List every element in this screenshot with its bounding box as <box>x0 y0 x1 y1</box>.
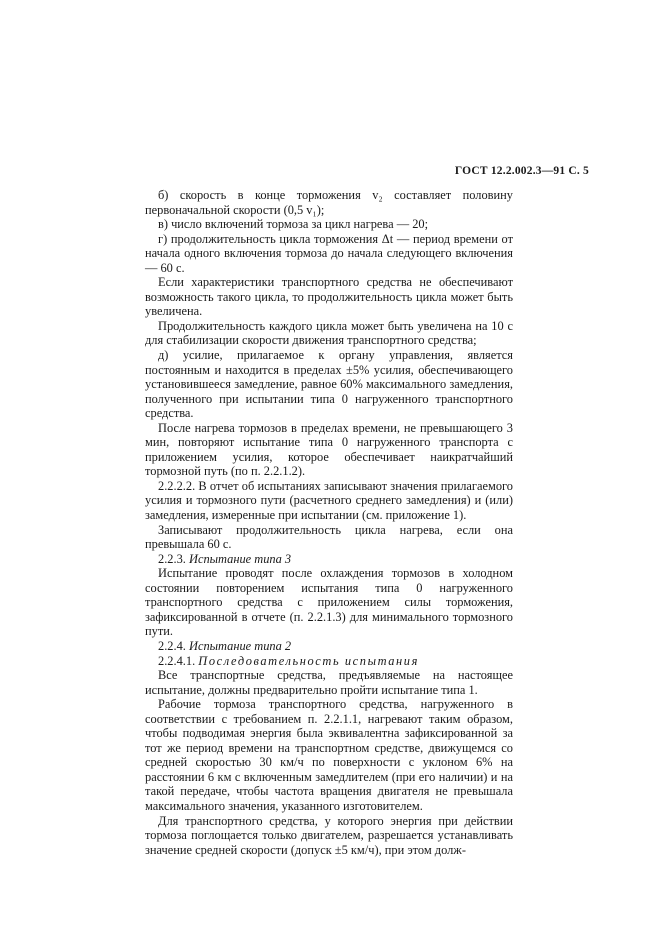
document-header: ГОСТ 12.2.002.3—91 С. 5 <box>454 165 589 177</box>
paragraph-cycle-note: Если характеристики транспортного средства не обеспечивают возможность такого цикла, то продолжительность цикла может быть увеличена. <box>145 275 513 319</box>
paragraph-item-d: д) усилие, прилагаемое к органу управления, является постоянным и находится в пределах ±5% усилия, обеспечивающего установившееся замедление, равное 60% максимального замедления, полученного при испытании типа 0 нагруженного транспортного средства. <box>145 348 513 421</box>
section-title: Последовательность испытания <box>198 653 419 668</box>
paragraph-record-duration: Записывают продолжительность цикла нагрева, если она превышала 60 с. <box>145 522 513 552</box>
section-heading-2-2-4 <box>145 639 513 654</box>
paragraph-item-v: в) число включений тормоза за цикл нагрева — 20; <box>158 217 429 232</box>
section-title: Испытание типа 3 <box>189 551 292 566</box>
paragraph-item-g: г) продолжительность цикла торможения Δt — период времени от начала одного включения тормоза до начала следующего включения — 60 с. <box>145 231 513 275</box>
paragraph-engine-absorbed: Для транспортного средства, у которого энергия при действии тормоза поглощается только двигателем, разрешается устанавливать значение средней скорости (допуск ±5 км/ч), при этом долж- <box>145 813 513 857</box>
document-body <box>145 188 513 857</box>
section-number: 2.2.4.1. <box>158 653 196 668</box>
section-number: 2.2.3. <box>158 551 186 566</box>
paragraph-type-3-test: Испытание проводят после охлаждения тормозов в холодном состоянии повторением испытания типа 0 нагруженного транспортного средства с приложением силы торможения, зафиксированной в отчете (п. 2.2.1.3) для минимального тормозного пути. <box>145 566 513 639</box>
paragraph-2-2-2-2: 2.2.2.2. В отчет об испытаниях записывают значения прилагаемого усилия и тормозного пути (расчетного среднего замедления) и (или) замедления, измеренные при испытании (см. приложение 1). <box>145 478 513 523</box>
paragraph-all-vehicles: Все транспортные средства, предъявляемые на настоящее испытание, должны предварительно пройти испытание типа 1. <box>145 668 513 697</box>
paragraph-after-heating: После нагрева тормозов в пределах времени, не превышающего 3 мин, повторяют испытание типа 0 нагруженного транспорта с приложением усилия, которое обеспечивает наикратчайший тормозной путь (по п. 2.2.1.2). <box>145 420 513 479</box>
section-heading-2-2-3 <box>145 552 513 567</box>
section-number: 2.2.4. <box>158 638 186 653</box>
paragraph-service-brakes: Рабочие тормоза транспортного средства, нагруженного в соответствии с требованием п. 2.2.1.1, нагревают таким образом, чтобы подводимая энергия была эквивалентна зафиксированной за тот же период времени на транспортном средстве, движущемся со средней скоростью 30 км/ч по поверхности с уклоном 6% на расстоянии 6 км с включенным замедлителем (при его наличии) и на такой передаче, чтобы частота вращения двигателя не превышала максимального значения, указанного изготовителем. <box>145 697 513 813</box>
paragraph-cycle-duration: Продолжительность каждого цикла может быть увеличена на 10 с для стабилизации скорости движения транспортного средства; <box>145 318 513 348</box>
paragraph-item-b: б) скорость в конце торможения v₂ составляет половину первоначальной скорости (0,5 v₁); <box>145 188 513 217</box>
section-title: Испытание типа 2 <box>189 638 292 653</box>
section-heading-2-2-4-1 <box>145 654 513 669</box>
